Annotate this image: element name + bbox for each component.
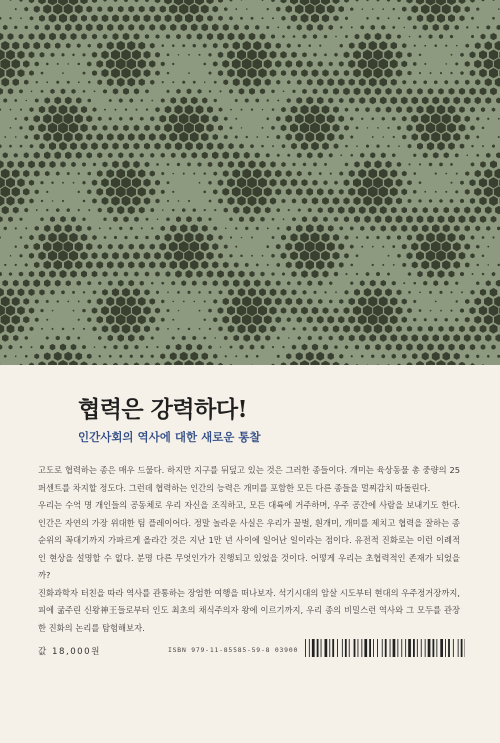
description-paragraph: 고도로 협력하는 종은 매우 드물다. 하지만 지구를 뒤덮고 있는 것은 그러한 종들이다. 개미는 육상동물 총 중량의 25퍼센트를 차지할 정도다. 그런데 협력하는 인간의 능력은 개미를 포함한 모든 다른 종들을 멀찌감치 따돌린다. bbox=[38, 465, 460, 493]
hexagon-dot-pattern-graphic bbox=[0, 0, 500, 365]
price-label: 값 18,000원 bbox=[38, 647, 101, 657]
description-body bbox=[38, 462, 460, 637]
book-subtitle: 인간사회의 역사에 대한 새로운 통찰 bbox=[78, 430, 261, 444]
barcode-icon bbox=[305, 639, 465, 657]
description-paragraph: 우리는 수억 명 개인들의 공동체로 우리 자신을 조직하고, 모든 대륙에 거주하며, 우주 공간에 사람을 보내기도 한다. 인간은 자연의 가장 위대한 팀 플레이어다. 정말 놀라운 사실은 우리가 꿀벌, 흰개미, 개미를 제치고 협력을 잘하는 종 순위의 꼭대기까지 가파르게 올라간 것은 지난 1만 년 사이에 일어난 일이라는 점이다. 유전적 진화로는 이런 이례적인 현상을 설명할 수 없다. 분명 다른 무엇인가가 진행되고 있었을 것이다. 어떻게 우리는 초협력적인 존재가 되었을까? bbox=[38, 500, 460, 580]
cover-dot-pattern bbox=[0, 0, 500, 365]
price-isbn-row bbox=[0, 635, 500, 675]
isbn-number: ISBN 979-11-85585-59-8 03900 bbox=[168, 646, 299, 654]
back-cover-text-area bbox=[0, 365, 500, 743]
book-tagline-title: 협력은 강력하다! bbox=[78, 396, 248, 423]
description-paragraph: 진화과학자 터친을 따라 역사를 관통하는 장엄한 여행을 떠나보자. 석기시대의 암살 시도부터 현대의 우주정거장까지, 피에 굶주린 신왕神王들로부터 인도 최초의 채식주의자 왕에 이르기까지, 우리 종의 비밀스런 역사와 그 모두를 관장한 진화의 논리를 탐험해보자. bbox=[38, 587, 460, 633]
